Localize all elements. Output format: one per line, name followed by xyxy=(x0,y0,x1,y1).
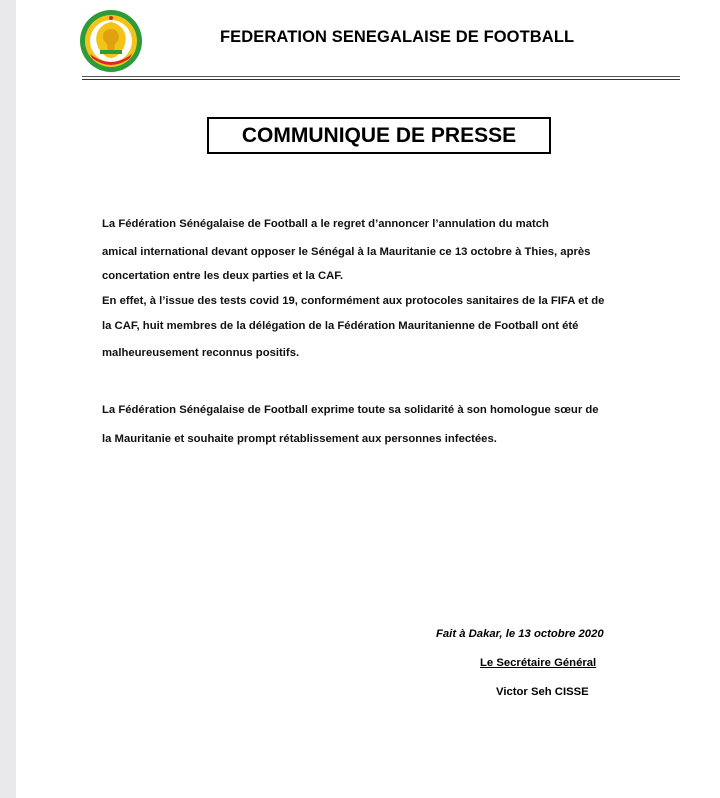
paragraph-line: amical international devant opposer le Sénégal à la Mauritanie ce 13 octobre à Thies, après xyxy=(102,246,591,258)
header-divider-thick xyxy=(82,79,680,80)
paragraph-line: La Fédération Sénégalaise de Football exprime toute sa solidarité à son homologue sœur de xyxy=(102,404,599,416)
signatory-name: Victor Seh CISSE xyxy=(496,686,589,698)
document-page xyxy=(16,0,720,798)
signatory-role: Le Secrétaire Général xyxy=(480,657,597,669)
paragraph-line: La Fédération Sénégalaise de Football a le regret d’annoncer l’annulation du match xyxy=(102,218,549,230)
paragraph-line: concertation entre les deux parties et la CAF. xyxy=(102,270,344,282)
place-date: Fait à Dakar, le 13 octobre 2020 xyxy=(436,628,604,640)
paragraph-line: la Mauritanie et souhaite prompt rétablissement aux personnes infectées. xyxy=(102,433,497,445)
paragraph-line: la CAF, huit membres de la délégation de la Fédération Mauritanienne de Football ont été xyxy=(102,320,579,332)
paragraph-line: En effet, à l’issue des tests covid 19, conformément aux protocoles sanitaires de la FIFA et de xyxy=(102,295,605,307)
header-divider xyxy=(82,76,680,77)
press-release-title: COMMUNIQUE DE PRESSE xyxy=(207,117,551,154)
fsf-lion-crest-icon xyxy=(78,8,144,74)
org-name: FEDERATION SENEGALAISE DE FOOTBALL xyxy=(220,28,575,46)
paragraph-line: malheureusement reconnus positifs. xyxy=(102,347,300,359)
